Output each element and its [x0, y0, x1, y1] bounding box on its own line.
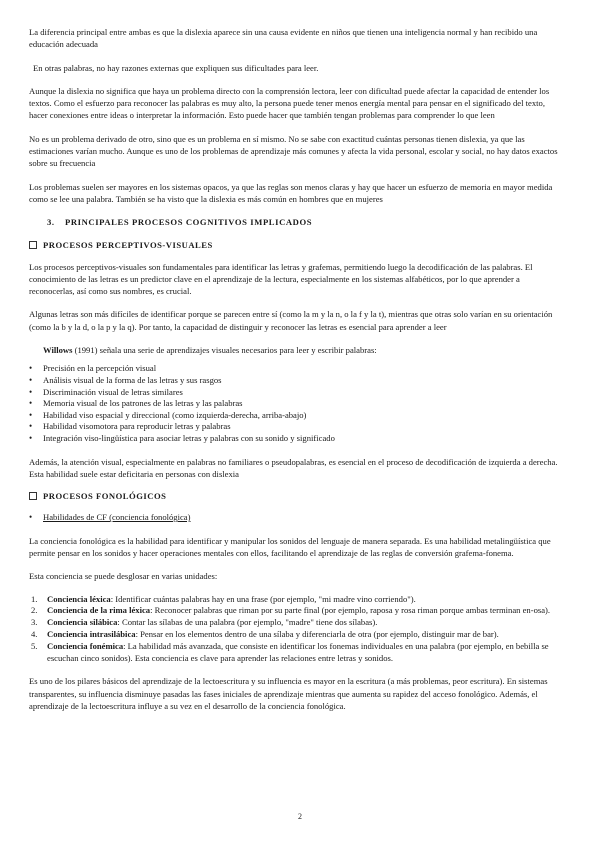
list-item: • Precisión en la percepción visual — [29, 363, 560, 375]
subsection-title: PROCESOS FONOLÓGICOS — [43, 491, 167, 502]
section-title: PRINCIPALES PROCESOS COGNITIVOS IMPLICADOS — [65, 217, 313, 228]
list-item: 1. Conciencia léxica: Identificar cuántas palabras hay en una frase (por ejemplo, "mi madre vino corriendo"). — [31, 593, 416, 604]
subsection-heading-perceptivos — [29, 240, 560, 250]
paragraph: La diferencia principal entre ambas es que la dislexia aparece sin una causa evidente en niños que tienen una inteligencia normal y han recibido una educación adecuada — [29, 27, 538, 50]
paragraph: No es un problema derivado de otro, sino que es un problema en sí mismo. No se sabe con exactitud cuántas personas tienen dislexia, ya que las estimaciones varían mucho. Aunque es uno de los problemas de aprendizaje más comunes y afecta la vida personal, escolar y social, no hay datos exactos sobre su frecuencia — [29, 133, 558, 169]
checkbox-icon — [29, 492, 37, 500]
awareness-units-list — [29, 594, 560, 665]
visual-skills-list — [29, 363, 560, 444]
list-item: • Integración viso-lingüística para asociar letras y palabras con su sonido y significado — [29, 433, 560, 445]
list-item: 4. Conciencia intrasilábica: Pensar en los elementos dentro de una sílaba y diferenciarla de otra (por ejemplo, distinguir mar de bar). — [31, 628, 499, 639]
paragraph: En otras palabras, no hay razones externas que expliquen sus dificultades para leer. — [33, 62, 319, 73]
paragraph: Es uno de los pilares básicos del aprendizaje de la lectoescritura y su influencia es mayor en la escritura (a más problemas, peor escritura). En sistemas transparentes, su influencia disminuye pasadas las fases iniciales de aprendizaje mientras que aumenta su rapidez del acceso fonológico. Además, el aprendizaje de la lectoescritura influye a su vez en el desarrollo de la conciencia fonológica. — [29, 676, 548, 711]
subsection-title: PROCESOS PERCEPTIVOS-VISUALES — [43, 239, 213, 250]
page-number: 2 — [298, 812, 302, 821]
list-item: • Discriminación visual de letras similares — [29, 387, 560, 399]
paragraph: Algunas letras son más difíciles de identificar porque se parecen entre sí (como la m y la n, o la f y la t), mientras que otras solo varían en su orientación (como la b y la d, o la p y la q). Por tanto, la capacidad de distinguir y reconocer las letras es esencial para aprender a leer — [29, 309, 553, 332]
paragraph: Esta conciencia se puede desglosar en varias unidades: — [29, 571, 218, 582]
list-item: • Memoria visual de los patrones de las letras y las palabras — [29, 398, 560, 410]
checkbox-icon — [29, 241, 37, 249]
paragraph: La conciencia fonológica es la habilidad para identificar y manipular los sonidos del lenguaje de manera separada. Es una habilidad metalingüística que permite pensar en los sonidos y hacer operaciones mentales con ellos, facilitando el aprendizaje de las reglas de conversión grafema-fonema. — [29, 535, 551, 558]
list-item: • Habilidades de CF (conciencia fonológica) — [29, 512, 560, 524]
paragraph: Los problemas suelen ser mayores en los sistemas opacos, ya que las reglas son menos claras y hay que hacer un esfuerzo de memoria en mayor medida como se lee una palabra. También se ha visto que la dislexia es más común en hombres que en mujeres — [29, 181, 553, 204]
list-item: 2. Conciencia de la rima léxica: Reconocer palabras que riman por su parte final (por ejemplo, raposa y rosa riman porque ambas terminan en-osa). — [31, 605, 551, 616]
author-name: Willows — [43, 345, 73, 356]
subsection-heading-fonologicos — [29, 491, 560, 501]
list-item: • Análisis visual de la forma de las letras y sus rasgos — [29, 375, 560, 387]
section-number: 3. — [47, 217, 55, 228]
willows-paragraph: Willows (1991) señala una serie de aprendizajes visuales necesarios para leer y escribir palabras: — [43, 345, 377, 356]
list-item: • Habilidad viso espacial y direccional (como izquierda-derecha, arriba-abajo) — [29, 410, 560, 422]
sub-bullet-list — [29, 512, 560, 524]
list-item: • Habilidad visomotora para reproducir letras y palabras — [29, 421, 560, 433]
paragraph: Además, la atención visual, especialmente en palabras no familiares o pseudopalabras, es esencial en el proceso de decodificación de izquierda a derecha. Esta habilidad suele estar deficitaria en personas con dislexia — [29, 456, 558, 479]
paragraph: Aunque la dislexia no significa que haya un problema directo con la comprensión lectora, leer con dificultad puede afectar la capacidad de entender los textos. Como el esfuerzo para reconocer las palabras es muy alto, la persona puede tener menos energía mental para pensar en el significado del texto, hacer conexiones entre ideas o interpretar la información. Esto puede hacer que también tengan problemas para comprender lo que leen — [29, 85, 550, 121]
paragraph: Los procesos perceptivos-visuales son fundamentales para identificar las letras y grafemas, permitiendo luego la decodificación de las palabras. El conocimiento de las letras es un predictor clave en el aprendizaje de la lectura, especialmente en los sistemas alfabéticos, por lo que aprender a reconocerlas, así como sus nombres, es crucial. — [29, 261, 533, 297]
section-heading — [29, 216, 560, 228]
list-item: 3. Conciencia silábica: Contar las sílabas de una palabra (por ejemplo, "madre" tiene dos sílabas). — [31, 617, 378, 628]
list-item: 5. Conciencia fonémica: La habilidad más avanzada, que consiste en identificar los fonemas individuales en una palabra (por ejemplo, en bebilla se escuchan cinco sonidos). Esta conciencia es clave para aprender las relaciones entre letras y sonidos. — [31, 640, 549, 663]
